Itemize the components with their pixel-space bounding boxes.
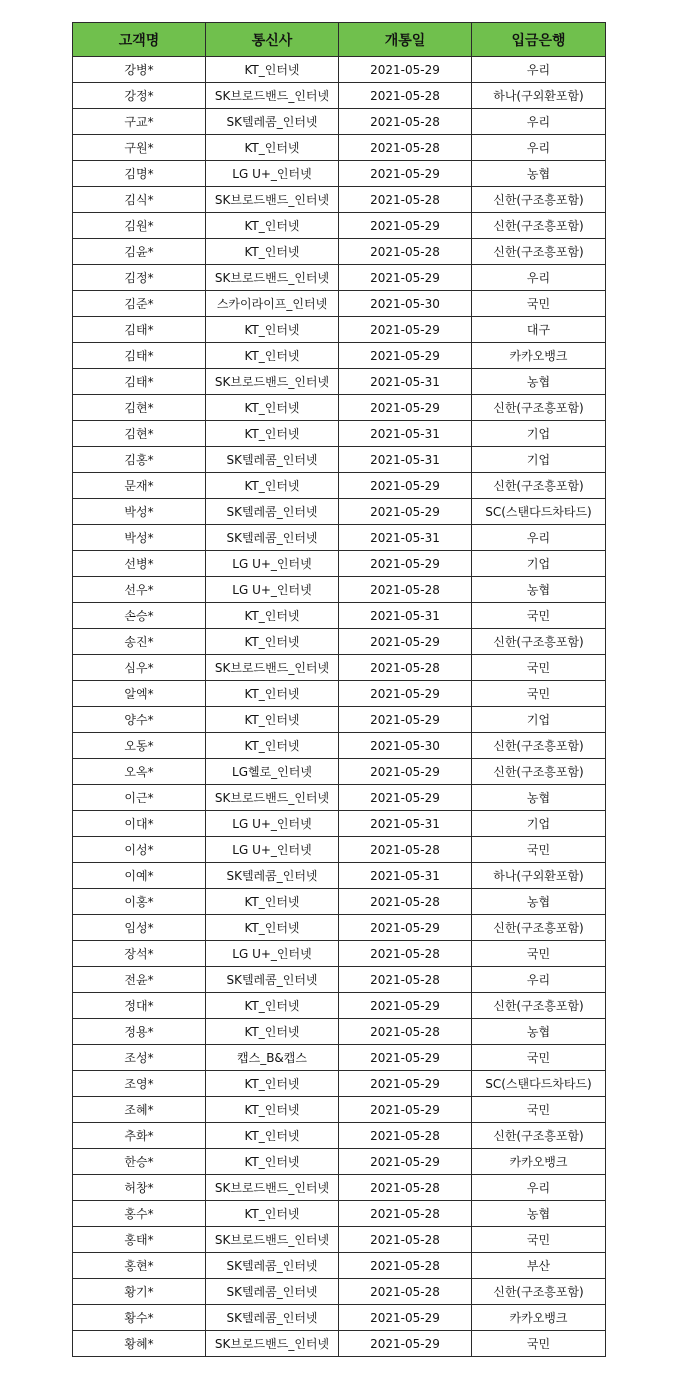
cell-customer-name: 선우* <box>73 577 206 603</box>
cell-carrier: KT_인터넷 <box>206 343 339 369</box>
cell-deposit-bank: 신한(구조흥포함) <box>472 473 606 499</box>
cell-carrier: SK브로드밴드_인터넷 <box>206 83 339 109</box>
cell-deposit-bank: 국민 <box>472 1331 606 1357</box>
cell-deposit-bank: 농협 <box>472 1019 606 1045</box>
cell-activation-date: 2021-05-30 <box>339 291 472 317</box>
cell-deposit-bank: 농협 <box>472 577 606 603</box>
cell-activation-date: 2021-05-29 <box>339 551 472 577</box>
table-row <box>73 1305 606 1331</box>
cell-activation-date: 2021-05-29 <box>339 57 472 83</box>
cell-activation-date: 2021-05-28 <box>339 1279 472 1305</box>
cell-customer-name: 황수* <box>73 1305 206 1331</box>
cell-carrier: SK텔레콤_인터넷 <box>206 1305 339 1331</box>
cell-deposit-bank: 기업 <box>472 551 606 577</box>
table-row <box>73 681 606 707</box>
table-row <box>73 525 606 551</box>
cell-activation-date: 2021-05-28 <box>339 1253 472 1279</box>
cell-carrier: KT_인터넷 <box>206 1019 339 1045</box>
cell-activation-date: 2021-05-31 <box>339 811 472 837</box>
table-row <box>73 1019 606 1045</box>
cell-activation-date: 2021-05-29 <box>339 265 472 291</box>
cell-activation-date: 2021-05-31 <box>339 525 472 551</box>
table-row <box>73 395 606 421</box>
table-row <box>73 239 606 265</box>
cell-activation-date: 2021-05-29 <box>339 1149 472 1175</box>
cell-customer-name: 김현* <box>73 421 206 447</box>
cell-carrier: KT_인터넷 <box>206 707 339 733</box>
table-row <box>73 1071 606 1097</box>
cell-deposit-bank: 국민 <box>472 837 606 863</box>
cell-customer-name: 박성* <box>73 525 206 551</box>
cell-customer-name: 추화* <box>73 1123 206 1149</box>
table-row <box>73 57 606 83</box>
cell-carrier: KT_인터넷 <box>206 57 339 83</box>
cell-customer-name: 임성* <box>73 915 206 941</box>
table-row <box>73 1331 606 1357</box>
cell-deposit-bank: 기업 <box>472 811 606 837</box>
cell-carrier: KT_인터넷 <box>206 681 339 707</box>
table-row <box>73 811 606 837</box>
cell-carrier: SK텔레콤_인터넷 <box>206 863 339 889</box>
table-row <box>73 473 606 499</box>
cell-carrier: KT_인터넷 <box>206 421 339 447</box>
cell-carrier: KT_인터넷 <box>206 1097 339 1123</box>
cell-activation-date: 2021-05-28 <box>339 135 472 161</box>
cell-deposit-bank: 우리 <box>472 967 606 993</box>
cell-deposit-bank: 카카오뱅크 <box>472 343 606 369</box>
cell-carrier: SK텔레콤_인터넷 <box>206 1253 339 1279</box>
cell-customer-name: 전윤* <box>73 967 206 993</box>
cell-carrier: LG U+_인터넷 <box>206 577 339 603</box>
cell-activation-date: 2021-05-28 <box>339 83 472 109</box>
table-row <box>73 863 606 889</box>
cell-deposit-bank: 국민 <box>472 1097 606 1123</box>
cell-activation-date: 2021-05-29 <box>339 395 472 421</box>
cell-activation-date: 2021-05-28 <box>339 239 472 265</box>
cell-deposit-bank: SC(스탠다드차타드) <box>472 1071 606 1097</box>
cell-deposit-bank: 농협 <box>472 1201 606 1227</box>
table-row <box>73 759 606 785</box>
cell-activation-date: 2021-05-29 <box>339 629 472 655</box>
cell-carrier: LG U+_인터넷 <box>206 811 339 837</box>
cell-activation-date: 2021-05-29 <box>339 473 472 499</box>
cell-deposit-bank: 하나(구외환포함) <box>472 863 606 889</box>
cell-customer-name: 강정* <box>73 83 206 109</box>
cell-carrier: KT_인터넷 <box>206 135 339 161</box>
cell-deposit-bank: 기업 <box>472 421 606 447</box>
cell-carrier: KT_인터넷 <box>206 603 339 629</box>
cell-activation-date: 2021-05-29 <box>339 785 472 811</box>
cell-customer-name: 이예* <box>73 863 206 889</box>
table-row <box>73 135 606 161</box>
cell-deposit-bank: 신한(구조흥포함) <box>472 187 606 213</box>
cell-deposit-bank: 카카오뱅크 <box>472 1149 606 1175</box>
cell-activation-date: 2021-05-28 <box>339 941 472 967</box>
cell-customer-name: 김정* <box>73 265 206 291</box>
cell-customer-name: 구원* <box>73 135 206 161</box>
table-row <box>73 1045 606 1071</box>
cell-customer-name: 홍수* <box>73 1201 206 1227</box>
table-row <box>73 1253 606 1279</box>
cell-carrier: SK브로드밴드_인터넷 <box>206 369 339 395</box>
table-row <box>73 603 606 629</box>
cell-carrier: KT_인터넷 <box>206 395 339 421</box>
cell-activation-date: 2021-05-29 <box>339 1045 472 1071</box>
cell-customer-name: 양수* <box>73 707 206 733</box>
cell-activation-date: 2021-05-28 <box>339 1201 472 1227</box>
cell-customer-name: 송진* <box>73 629 206 655</box>
cell-deposit-bank: 농협 <box>472 369 606 395</box>
table-row <box>73 941 606 967</box>
cell-activation-date: 2021-05-29 <box>339 343 472 369</box>
table-row <box>73 993 606 1019</box>
cell-deposit-bank: 부산 <box>472 1253 606 1279</box>
cell-activation-date: 2021-05-28 <box>339 1227 472 1253</box>
cell-customer-name: 김윤* <box>73 239 206 265</box>
cell-activation-date: 2021-05-31 <box>339 421 472 447</box>
cell-activation-date: 2021-05-29 <box>339 317 472 343</box>
cell-customer-name: 조성* <box>73 1045 206 1071</box>
cell-activation-date: 2021-05-29 <box>339 681 472 707</box>
cell-deposit-bank: 신한(구조흥포함) <box>472 213 606 239</box>
cell-deposit-bank: 국민 <box>472 681 606 707</box>
table-row <box>73 369 606 395</box>
cell-deposit-bank: 신한(구조흥포함) <box>472 733 606 759</box>
cell-customer-name: 강병* <box>73 57 206 83</box>
cell-deposit-bank: 농협 <box>472 889 606 915</box>
cell-customer-name: 황기* <box>73 1279 206 1305</box>
table-row <box>73 1227 606 1253</box>
cell-carrier: 캡스_B&캡스 <box>206 1045 339 1071</box>
cell-carrier: KT_인터넷 <box>206 993 339 1019</box>
cell-deposit-bank: 국민 <box>472 941 606 967</box>
table-header <box>73 23 606 57</box>
cell-customer-name: 이홍* <box>73 889 206 915</box>
table-row <box>73 291 606 317</box>
cell-deposit-bank: 우리 <box>472 135 606 161</box>
cell-activation-date: 2021-05-28 <box>339 1123 472 1149</box>
cell-carrier: SK텔레콤_인터넷 <box>206 967 339 993</box>
cell-customer-name: 조영* <box>73 1071 206 1097</box>
cell-deposit-bank: 신한(구조흥포함) <box>472 915 606 941</box>
table-body <box>73 57 606 1357</box>
cell-carrier: KT_인터넷 <box>206 213 339 239</box>
cell-activation-date: 2021-05-29 <box>339 1305 472 1331</box>
cell-customer-name: 선병* <box>73 551 206 577</box>
cell-customer-name: 황혜* <box>73 1331 206 1357</box>
cell-customer-name: 손승* <box>73 603 206 629</box>
header-activation-date: 개통일 <box>339 23 472 57</box>
cell-deposit-bank: 기업 <box>472 447 606 473</box>
cell-deposit-bank: 신한(구조흥포함) <box>472 239 606 265</box>
table-row <box>73 421 606 447</box>
cell-customer-name: 조혜* <box>73 1097 206 1123</box>
cell-customer-name: 홍현* <box>73 1253 206 1279</box>
cell-activation-date: 2021-05-28 <box>339 577 472 603</box>
cell-customer-name: 이근* <box>73 785 206 811</box>
cell-deposit-bank: 국민 <box>472 655 606 681</box>
cell-deposit-bank: 신한(구조흥포함) <box>472 993 606 1019</box>
cell-customer-name: 김명* <box>73 161 206 187</box>
cell-deposit-bank: 신한(구조흥포함) <box>472 395 606 421</box>
cell-carrier: LG헬로_인터넷 <box>206 759 339 785</box>
table-row <box>73 915 606 941</box>
cell-deposit-bank: 우리 <box>472 265 606 291</box>
cell-customer-name: 정대* <box>73 993 206 1019</box>
header-row <box>73 23 606 57</box>
table-row <box>73 785 606 811</box>
cell-carrier: SK브로드밴드_인터넷 <box>206 1227 339 1253</box>
cell-activation-date: 2021-05-29 <box>339 1097 472 1123</box>
cell-carrier: KT_인터넷 <box>206 239 339 265</box>
cell-deposit-bank: 농협 <box>472 785 606 811</box>
cell-deposit-bank: 카카오뱅크 <box>472 1305 606 1331</box>
cell-customer-name: 구교* <box>73 109 206 135</box>
cell-customer-name: 한승* <box>73 1149 206 1175</box>
cell-carrier: SK텔레콤_인터넷 <box>206 1279 339 1305</box>
cell-customer-name: 오옥* <box>73 759 206 785</box>
cell-carrier: KT_인터넷 <box>206 317 339 343</box>
cell-activation-date: 2021-05-31 <box>339 447 472 473</box>
table-row <box>73 1175 606 1201</box>
cell-customer-name: 오동* <box>73 733 206 759</box>
table-row <box>73 1123 606 1149</box>
cell-deposit-bank: 우리 <box>472 109 606 135</box>
cell-deposit-bank: 우리 <box>472 525 606 551</box>
header-customer-name: 고객명 <box>73 23 206 57</box>
cell-activation-date: 2021-05-30 <box>339 733 472 759</box>
cell-carrier: SK텔레콤_인터넷 <box>206 109 339 135</box>
cell-carrier: LG U+_인터넷 <box>206 551 339 577</box>
cell-carrier: SK브로드밴드_인터넷 <box>206 1331 339 1357</box>
cell-carrier: KT_인터넷 <box>206 733 339 759</box>
cell-carrier: SK브로드밴드_인터넷 <box>206 655 339 681</box>
table-row <box>73 629 606 655</box>
cell-activation-date: 2021-05-28 <box>339 1019 472 1045</box>
cell-deposit-bank: 국민 <box>472 1227 606 1253</box>
customer-table <box>72 22 606 1357</box>
table-row <box>73 1149 606 1175</box>
cell-activation-date: 2021-05-28 <box>339 889 472 915</box>
cell-customer-name: 문재* <box>73 473 206 499</box>
cell-carrier: SK텔레콤_인터넷 <box>206 447 339 473</box>
cell-deposit-bank: 우리 <box>472 1175 606 1201</box>
table-row <box>73 83 606 109</box>
table-row <box>73 889 606 915</box>
cell-carrier: LG U+_인터넷 <box>206 837 339 863</box>
cell-activation-date: 2021-05-28 <box>339 187 472 213</box>
cell-carrier: KT_인터넷 <box>206 1123 339 1149</box>
cell-customer-name: 정용* <box>73 1019 206 1045</box>
table-row <box>73 317 606 343</box>
cell-activation-date: 2021-05-28 <box>339 837 472 863</box>
cell-customer-name: 장석* <box>73 941 206 967</box>
cell-activation-date: 2021-05-31 <box>339 603 472 629</box>
cell-carrier: KT_인터넷 <box>206 1071 339 1097</box>
cell-activation-date: 2021-05-28 <box>339 967 472 993</box>
table-row <box>73 1201 606 1227</box>
header-carrier: 통신사 <box>206 23 339 57</box>
cell-deposit-bank: 국민 <box>472 603 606 629</box>
cell-customer-name: 허창* <box>73 1175 206 1201</box>
cell-activation-date: 2021-05-31 <box>339 863 472 889</box>
table-row <box>73 499 606 525</box>
cell-activation-date: 2021-05-29 <box>339 759 472 785</box>
cell-deposit-bank: 기업 <box>472 707 606 733</box>
cell-customer-name: 김식* <box>73 187 206 213</box>
cell-carrier: KT_인터넷 <box>206 1149 339 1175</box>
table-row <box>73 967 606 993</box>
cell-customer-name: 이성* <box>73 837 206 863</box>
cell-deposit-bank: 우리 <box>472 57 606 83</box>
cell-customer-name: 심우* <box>73 655 206 681</box>
cell-activation-date: 2021-05-28 <box>339 1175 472 1201</box>
table-row <box>73 577 606 603</box>
cell-activation-date: 2021-05-29 <box>339 161 472 187</box>
cell-activation-date: 2021-05-29 <box>339 499 472 525</box>
cell-carrier: SK브로드밴드_인터넷 <box>206 265 339 291</box>
cell-customer-name: 김태* <box>73 317 206 343</box>
cell-activation-date: 2021-05-29 <box>339 915 472 941</box>
table-row <box>73 109 606 135</box>
table-row <box>73 1279 606 1305</box>
cell-customer-name: 홍태* <box>73 1227 206 1253</box>
cell-activation-date: 2021-05-29 <box>339 1071 472 1097</box>
cell-customer-name: 김준* <box>73 291 206 317</box>
cell-customer-name: 김원* <box>73 213 206 239</box>
cell-carrier: KT_인터넷 <box>206 915 339 941</box>
table-row <box>73 733 606 759</box>
cell-carrier: LG U+_인터넷 <box>206 941 339 967</box>
cell-activation-date: 2021-05-28 <box>339 655 472 681</box>
cell-customer-name: 김홍* <box>73 447 206 473</box>
cell-deposit-bank: SC(스탠다드차타드) <box>472 499 606 525</box>
table-row <box>73 551 606 577</box>
cell-customer-name: 김태* <box>73 343 206 369</box>
cell-carrier: SK브로드밴드_인터넷 <box>206 187 339 213</box>
cell-activation-date: 2021-05-29 <box>339 707 472 733</box>
cell-deposit-bank: 신한(구조흥포함) <box>472 629 606 655</box>
cell-activation-date: 2021-05-29 <box>339 993 472 1019</box>
cell-deposit-bank: 하나(구외환포함) <box>472 83 606 109</box>
cell-customer-name: 김태* <box>73 369 206 395</box>
cell-carrier: KT_인터넷 <box>206 629 339 655</box>
table-row <box>73 837 606 863</box>
cell-activation-date: 2021-05-28 <box>339 109 472 135</box>
cell-carrier: SK브로드밴드_인터넷 <box>206 785 339 811</box>
cell-activation-date: 2021-05-31 <box>339 369 472 395</box>
cell-deposit-bank: 신한(구조흥포함) <box>472 1279 606 1305</box>
table-row <box>73 343 606 369</box>
table-row <box>73 707 606 733</box>
cell-carrier: LG U+_인터넷 <box>206 161 339 187</box>
header-deposit-bank: 입금은행 <box>472 23 606 57</box>
table-row <box>73 213 606 239</box>
cell-customer-name: 박성* <box>73 499 206 525</box>
table-row <box>73 161 606 187</box>
cell-carrier: KT_인터넷 <box>206 473 339 499</box>
table-row <box>73 655 606 681</box>
cell-carrier: SK브로드밴드_인터넷 <box>206 1175 339 1201</box>
cell-carrier: KT_인터넷 <box>206 1201 339 1227</box>
cell-carrier: SK텔레콤_인터넷 <box>206 525 339 551</box>
table-row <box>73 187 606 213</box>
cell-deposit-bank: 국민 <box>472 291 606 317</box>
cell-carrier: KT_인터넷 <box>206 889 339 915</box>
cell-carrier: SK텔레콤_인터넷 <box>206 499 339 525</box>
cell-deposit-bank: 신한(구조흥포함) <box>472 759 606 785</box>
table-row <box>73 447 606 473</box>
cell-customer-name: 김현* <box>73 395 206 421</box>
table-row <box>73 265 606 291</box>
cell-activation-date: 2021-05-29 <box>339 1331 472 1357</box>
cell-carrier: 스카이라이프_인터넷 <box>206 291 339 317</box>
cell-deposit-bank: 신한(구조흥포함) <box>472 1123 606 1149</box>
cell-deposit-bank: 국민 <box>472 1045 606 1071</box>
cell-deposit-bank: 대구 <box>472 317 606 343</box>
cell-customer-name: 이대* <box>73 811 206 837</box>
cell-customer-name: 알엑* <box>73 681 206 707</box>
cell-deposit-bank: 농협 <box>472 161 606 187</box>
table-row <box>73 1097 606 1123</box>
cell-activation-date: 2021-05-29 <box>339 213 472 239</box>
